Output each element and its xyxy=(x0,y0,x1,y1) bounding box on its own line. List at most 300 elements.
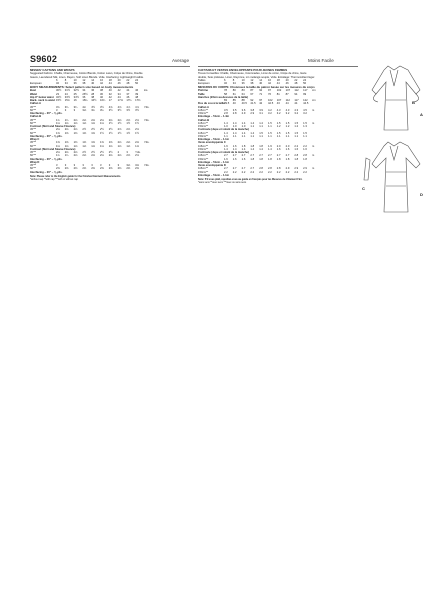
table-cell: 1.4 xyxy=(224,131,228,135)
size-cell: 14 xyxy=(259,78,263,82)
row-label: 150cm** xyxy=(198,147,209,151)
table-cell: 40 xyxy=(99,95,103,99)
table-cell: 2.7 xyxy=(224,154,228,158)
table-cell: 1.2 xyxy=(285,125,290,129)
table-cell: 2.7 xyxy=(232,154,237,158)
table-cell: 1½ xyxy=(126,121,131,125)
table-cell: 2⅛ xyxy=(117,141,122,145)
table-cell: 3 xyxy=(91,164,93,168)
table-cell: 46 xyxy=(126,95,130,99)
table-cell: 2⅜ xyxy=(108,167,113,171)
table-cell: 17 xyxy=(108,99,112,103)
table-cell: 3.6 xyxy=(241,108,246,112)
table-cell: m xyxy=(311,154,315,158)
size-cell: 44 xyxy=(108,82,112,85)
table-cell: 1.5 xyxy=(294,131,299,135)
table-cell: 44 xyxy=(294,102,298,106)
table-cell: 3⅛ xyxy=(135,164,139,168)
table-cell: 1.4 xyxy=(259,121,263,125)
table-cell: 34½ xyxy=(73,95,79,99)
table-cell: 2.7 xyxy=(250,167,255,171)
row-label: 60"** xyxy=(30,108,37,112)
table-cell: 1.5 xyxy=(285,131,290,135)
size-cell: 12 xyxy=(82,78,86,82)
size-cell: 16 xyxy=(267,78,271,82)
table-cell: 2⅝ xyxy=(126,128,131,132)
table-cell: 1½ xyxy=(117,131,122,135)
table-cell: 1.1 xyxy=(294,134,299,138)
table-cell: 2.9 xyxy=(250,112,255,116)
table-cell: 2⅜ xyxy=(82,167,87,171)
table-cell: 1⅛ xyxy=(64,144,69,148)
table-cell: 40 xyxy=(232,102,236,106)
table-cell: 1.1 xyxy=(224,134,228,138)
table-cell: 2.2 xyxy=(276,170,281,174)
table-cell: 2.0 xyxy=(276,144,281,148)
table-cell: 3½ xyxy=(126,108,131,112)
table-cell: 17⅛ xyxy=(117,99,123,103)
row-label: 115cm** xyxy=(198,108,208,112)
table-cell: 1⅛ xyxy=(135,144,139,148)
table-cell: 71 xyxy=(259,92,263,96)
table-cell: 1.1 xyxy=(250,134,255,138)
table-cell: 1.4 xyxy=(267,147,272,151)
table-cell: 1⅜ xyxy=(82,131,87,135)
table-cell: 2.2 xyxy=(303,170,307,174)
table-cell: 1.4 xyxy=(224,121,228,125)
table-cell: 1.4 xyxy=(250,131,255,135)
size-cell: 24 xyxy=(135,78,139,82)
table-cell: 112 xyxy=(294,89,299,93)
table-cell: 2.8 xyxy=(294,154,299,158)
table-cell: 117 xyxy=(303,89,308,93)
sizes-row: Tailles 6 8 10 12 14 16 18 20 22 24 xyxy=(198,79,360,82)
table-cell: 2⅜ xyxy=(117,167,122,171)
table-cell: 1⅛ xyxy=(56,144,60,148)
table-cell: 2⅛ xyxy=(82,154,87,158)
size-cell: 20 xyxy=(117,78,121,82)
table-cell: 40.5 xyxy=(241,102,247,106)
row-label: Hanches (23cm au-dessous de la taille) xyxy=(198,95,249,99)
table-cell: 1⅛ xyxy=(99,144,104,148)
table-cell: m xyxy=(311,121,315,125)
row-label: Dos du cou à la taille xyxy=(198,102,225,106)
table-cell: m xyxy=(311,167,315,171)
table-cell: 2½ xyxy=(91,128,95,132)
table-cell: 1.1 xyxy=(259,134,263,138)
table-cell: 1⅛ xyxy=(64,121,69,125)
size-cell: 36 xyxy=(73,82,77,85)
table-cell: 2⅛ xyxy=(117,118,122,122)
section-title: Caftan B xyxy=(30,115,42,119)
table-cell: 1.4 xyxy=(241,147,246,151)
table-cell: 2½ xyxy=(108,151,113,155)
section-title: Interfacing – 20" – ⅜ yds. xyxy=(30,134,63,138)
table-cell: 3½ xyxy=(108,108,113,112)
table-cell: 4.3 xyxy=(285,108,290,112)
table-cell: 2⅛ xyxy=(99,118,104,122)
table-cell: 1½ xyxy=(126,131,131,135)
table-cell: 1.4 xyxy=(241,131,246,135)
table-cell: 2.9 xyxy=(303,167,307,171)
table-cell: cm xyxy=(311,99,316,103)
table-cell: 1.5 xyxy=(276,121,281,125)
table-cell: 3¾ xyxy=(73,105,78,109)
table-cell: 3 xyxy=(99,164,102,168)
size-cell: 34 xyxy=(232,82,236,85)
section-title: Entoilage – 51cm – 1.1m xyxy=(198,160,230,164)
table-cell: 2.8 xyxy=(259,167,263,171)
table-cell: 1.6 xyxy=(232,144,237,148)
table-cell: 67 xyxy=(250,92,254,96)
difficulty-level-fr: Moins Facile xyxy=(308,58,334,63)
table-cell: 94 xyxy=(294,92,298,96)
size-cell: 40 xyxy=(91,82,95,85)
table-cell: 2.8 xyxy=(232,112,237,116)
table-cell: 3⅛ xyxy=(82,108,87,112)
table-cell: 99 xyxy=(303,92,307,96)
table-cell: 2⅛ xyxy=(135,141,139,145)
table-cell: 1⅛ xyxy=(82,144,87,148)
table-cell: 2.7 xyxy=(285,154,290,158)
table-cell: 2.0 xyxy=(285,144,290,148)
table-cell: 32½ xyxy=(73,89,79,93)
table-cell: 2.2 xyxy=(241,170,246,174)
garment-sketches xyxy=(362,60,428,220)
size-cell: 46 xyxy=(117,82,121,85)
size-cell: 50 xyxy=(303,82,307,85)
table-cell: 32 xyxy=(108,92,112,96)
table-cell: 32½ xyxy=(56,95,62,99)
row-label: 115cm** xyxy=(198,144,208,148)
table-cell: 17¼ xyxy=(126,99,132,103)
table-cell: 2⅛ xyxy=(64,151,69,155)
table-cell: 1.4 xyxy=(232,147,237,151)
table-cell: 2.2 xyxy=(294,170,299,174)
pattern-number: S9602 xyxy=(30,54,58,64)
table-cell: 1.1 xyxy=(241,134,246,138)
table-cell: 36 xyxy=(82,95,86,99)
table-cell: 81 xyxy=(276,92,280,96)
table-cell: 1.8 xyxy=(276,157,281,161)
size-cell: 42 xyxy=(267,82,271,85)
table-cell: 1.9 xyxy=(267,144,272,148)
table-cell: 2⅜ xyxy=(64,167,69,171)
section-title: Interfacing – 20" – ⅜ yds. xyxy=(30,112,63,116)
table-cell: 1.6 xyxy=(241,157,246,161)
section-title: Interfacing – 20" – ⅜ yds. xyxy=(30,170,63,174)
table-cell: 3.2 xyxy=(267,112,272,116)
size-cell: 20 xyxy=(285,78,289,82)
table-cell: 2⅛ xyxy=(73,128,78,132)
table-cell: 3 xyxy=(64,164,67,168)
table-cell: 23 xyxy=(56,92,59,96)
table-cell: 2⅝ xyxy=(117,128,122,132)
table-cell: m xyxy=(311,144,315,148)
row-label: 45"** xyxy=(30,164,37,168)
table-cell: 1.4 xyxy=(250,121,255,125)
table-cell: 2⅛ xyxy=(73,118,78,122)
size-cell: 46 xyxy=(285,82,289,85)
table-cell: 3.2 xyxy=(276,112,281,116)
table-cell: 1.4 xyxy=(232,131,237,135)
french-column xyxy=(198,69,360,184)
table-cell: 3.8 xyxy=(250,108,255,112)
fabrics-line: Tissus Conseillés: Challis, Charmeuse, Cotonnades, Linon de coton, Crêpe de chine, Gaze xyxy=(198,72,307,76)
table-cell: 3 xyxy=(73,108,76,112)
table-cell: 16¼ xyxy=(82,99,88,103)
row-label: 45"** xyxy=(30,141,37,145)
table-cell: 1.6 xyxy=(303,147,307,151)
table-cell: 2.9 xyxy=(294,167,299,171)
table-cell: 2⅛ xyxy=(99,154,104,158)
section-title: Veste enveloppante D xyxy=(198,164,226,168)
fabrics-line: double, Soie prélavée, Linen, Rayonne, Lin mélangé souple, Voile. Entoilage: Thermocollant léger. xyxy=(198,75,315,79)
table-cell: 1.1 xyxy=(232,134,237,138)
size-cell: 36 xyxy=(241,82,245,85)
table-cell: 1.1 xyxy=(267,125,272,129)
table-cell: 2.7 xyxy=(232,167,237,171)
size-cell: 8 xyxy=(64,78,67,82)
table-cell: 1.5 xyxy=(303,121,307,125)
size-cell: 10 xyxy=(73,78,77,82)
table-cell: 31½ xyxy=(64,89,71,93)
view-label-b: B xyxy=(412,100,415,105)
english-column xyxy=(30,69,192,181)
row-label: 60"** xyxy=(30,131,37,135)
table-cell: 2.2 xyxy=(250,170,255,174)
size-cell: 18 xyxy=(108,78,112,82)
table-cell: 2⅝ xyxy=(126,154,131,158)
table-cell: 2.2 xyxy=(303,144,307,148)
table-cell: 2⅛ xyxy=(64,128,69,132)
table-cell: 2⅛ xyxy=(91,154,95,158)
table-cell: 2.8 xyxy=(267,167,272,171)
table-cell: 1.0 xyxy=(224,125,228,129)
row-label: Taille xyxy=(198,92,205,96)
table-cell: 2⅛ xyxy=(91,118,95,122)
section-title: Contraste (Jupe et volant de la manche) xyxy=(198,151,249,155)
table-cell: 3 xyxy=(73,164,76,168)
table-cell: 40 xyxy=(108,89,112,93)
table-cell: 44 xyxy=(126,89,130,93)
section-title: Contrast (Skirt and Sleeve Flounce) xyxy=(30,125,76,129)
table-cell: 78 xyxy=(224,89,227,93)
row-label: 115cm** xyxy=(198,154,208,158)
body-measurements-title: BODY MEASUREMENTS: Select pattern size based on body measurements xyxy=(30,85,134,90)
size-cell: 16 xyxy=(99,78,103,82)
row-label: 60"** xyxy=(30,154,37,158)
size-cell: 8 xyxy=(232,78,235,82)
section-title: Entoilage – 51cm – 1.4m xyxy=(198,115,230,119)
table-cell: 37 xyxy=(126,92,130,96)
table-cell: 16½ xyxy=(91,99,97,103)
table-cell: 1.0 xyxy=(232,125,237,129)
row-label: 45"** xyxy=(30,128,37,132)
table-cell: 1⅛ xyxy=(73,144,78,148)
size-cell: 6 xyxy=(224,78,226,82)
table-cell: 39.5 xyxy=(224,102,230,106)
table-cell: 38 xyxy=(99,89,103,93)
table-cell: 1.8 xyxy=(250,144,255,148)
table-cell: 4.5 xyxy=(303,108,307,112)
table-cell: 44 xyxy=(117,95,121,99)
table-cell: 1.4 xyxy=(259,147,263,151)
yardage-table xyxy=(30,102,192,174)
table-cell: 15¾ xyxy=(64,99,71,103)
table-cell: 4⅝ xyxy=(108,105,113,109)
table-cell: 88 xyxy=(241,99,245,103)
table-cell: 1½ xyxy=(135,121,139,125)
french-title: CAFTANS ET VESTES ENVELOPPANTE POUR JEUNES FEMMES xyxy=(198,68,288,72)
table-cell: 1⅛ xyxy=(73,121,78,125)
section-title: Contrast (Skirt and Sleeve Flounce) xyxy=(30,147,76,151)
table-cell: 3 xyxy=(117,164,120,168)
table-cell: 2.7 xyxy=(267,154,272,158)
fabrics-line: Gauze, Laundered Silk, Linen, Rayon, Soft Linen Blends. Voile. Interfacing: Lightweight Fusible. xyxy=(30,75,144,79)
table-cell: 24 xyxy=(64,92,68,96)
body-measurements-table xyxy=(198,89,360,105)
row-label: Waist xyxy=(30,92,38,96)
table-cell: 1.8 xyxy=(267,157,272,161)
table-cell: 4½ xyxy=(91,105,95,109)
table-cell: 34 xyxy=(82,89,86,93)
row-label: Hip 9" below waist xyxy=(30,95,54,99)
row-label: 45"** xyxy=(30,151,37,155)
table-cell: 76 xyxy=(267,92,271,96)
table-cell: 2⅛ xyxy=(82,118,87,122)
table-cell: 1⅜ xyxy=(82,141,87,145)
table-cell: 42 xyxy=(259,102,263,106)
table-cell: 33½ xyxy=(64,95,71,99)
table-cell: 97 xyxy=(267,89,271,93)
table-cell: 3 xyxy=(64,108,67,112)
table-cell: 1.6 xyxy=(224,144,228,148)
table-cell: 2⅛ xyxy=(73,154,78,158)
row-label: 60"** xyxy=(30,121,37,125)
table-cell: 83 xyxy=(241,89,245,93)
table-cell: 1.8 xyxy=(241,144,246,148)
table-cell: 1.5 xyxy=(267,131,272,135)
table-cell: 1½ xyxy=(108,131,113,135)
table-cell: 107 xyxy=(285,89,291,93)
table-cell: 1.5 xyxy=(276,131,281,135)
table-cell: 3.2 xyxy=(294,112,299,116)
caftan-sketch-top xyxy=(372,66,420,130)
table-cell: 1.1 xyxy=(267,134,272,138)
table-cell: 2⅜ xyxy=(91,167,95,171)
table-cell: 87 xyxy=(285,92,289,96)
size-cell: 32 xyxy=(56,82,59,85)
table-cell: 3¾ xyxy=(64,105,69,109)
table-cell: 1.6 xyxy=(276,147,281,151)
table-cell: 4.2 xyxy=(267,108,272,112)
table-cell: 1⅛ xyxy=(99,121,104,125)
row-label: 60"** xyxy=(30,167,37,171)
table-cell: 2⅜ xyxy=(56,167,60,171)
table-cell: 1.4 xyxy=(232,121,237,125)
table-cell: 30½ xyxy=(56,89,62,93)
body-measurements-title: MESURES DU CORPS: Choisissez la taille du patron basée sur les mesures du corps xyxy=(198,85,315,90)
size-cell: 18 xyxy=(276,78,280,82)
row-label: 60"** xyxy=(30,144,37,148)
table-cell: 1.8 xyxy=(250,157,255,161)
size-cell: 22 xyxy=(126,78,130,82)
table-cell: 1⅜ xyxy=(64,141,69,145)
table-cell: 1⅜ xyxy=(99,141,104,145)
table-cell: 2.7 xyxy=(241,154,246,158)
size-cell: 24 xyxy=(303,78,307,82)
table-cell: 1¾ xyxy=(64,118,69,122)
table-cell: 1⅛ xyxy=(108,144,113,148)
table-cell: Yds. xyxy=(143,118,150,122)
difficulty-level-en: Average xyxy=(172,58,190,63)
row-label: 150cm** xyxy=(198,170,209,174)
table-cell: 3¼ xyxy=(91,108,95,112)
table-cell: 1½ xyxy=(135,131,139,135)
row-label: Poitrine xyxy=(198,89,209,93)
fabrics-line: Suggested Fabrics: Challis, Charmeuse, Cotton Blends, Cotton Lawn, Crêpe de Chine, Double xyxy=(30,72,143,76)
table-cell: 16 xyxy=(73,99,77,103)
size-cell: 40 xyxy=(259,82,263,85)
header-rule-en xyxy=(30,66,190,67)
table-cell: 2⅝ xyxy=(135,128,139,132)
table-cell: 1⅛ xyxy=(91,121,95,125)
size-cell: 10 xyxy=(241,78,245,82)
table-cell: 17⅜ xyxy=(135,99,141,103)
table-cell: 1.2 xyxy=(276,125,281,129)
row-label: 150cm** xyxy=(198,125,209,129)
table-cell: 4.3 xyxy=(294,108,299,112)
table-cell: Yds. xyxy=(143,105,150,109)
section-title: Wrap D xyxy=(30,160,40,164)
table-cell: 2½ xyxy=(82,151,87,155)
row-label: 45"** xyxy=(30,118,37,122)
table-cell: 1.0 xyxy=(241,125,246,129)
size-cell: 48 xyxy=(294,82,298,85)
table-cell: 2⅛ xyxy=(126,141,131,145)
table-cell: 44 xyxy=(285,102,289,106)
view-label-c: C xyxy=(362,186,365,191)
finished-note: Note: Please refer to the English guide for the Finished Garment Measurements. xyxy=(30,174,121,178)
table-cell: 3.1 xyxy=(259,112,263,116)
table-cell: 4½ xyxy=(99,105,104,109)
table-cell: 3.2 xyxy=(303,112,307,116)
table-cell: 3½ xyxy=(117,108,122,112)
table-cell: 3½ xyxy=(135,108,139,112)
table-cell: 2⅜ xyxy=(126,167,131,171)
table-cell: 1⅛ xyxy=(117,144,122,148)
table-cell: 3 xyxy=(56,108,58,112)
table-cell: 1.1 xyxy=(285,134,290,138)
table-cell: 48 xyxy=(135,95,139,99)
table-cell: 30 xyxy=(99,92,103,96)
section-title: Caftan A xyxy=(30,102,41,106)
table-cell: 2.8 xyxy=(224,112,228,116)
table-cell: 102 xyxy=(267,99,273,103)
table-cell: 44.5 xyxy=(303,102,309,106)
row-label: 150cm** xyxy=(198,112,209,116)
row-label: 150cm** xyxy=(198,157,209,161)
table-cell: Yds. xyxy=(143,164,150,168)
table-cell: 3.5 xyxy=(232,108,237,112)
table-cell: 1.2 xyxy=(294,125,299,129)
section-title: Caftan B xyxy=(198,118,210,122)
table-cell: 42 xyxy=(117,89,121,93)
table-cell: 2⅝ xyxy=(135,118,139,122)
table-cell: 36 xyxy=(91,89,95,93)
size-cell: 32 xyxy=(224,82,227,85)
